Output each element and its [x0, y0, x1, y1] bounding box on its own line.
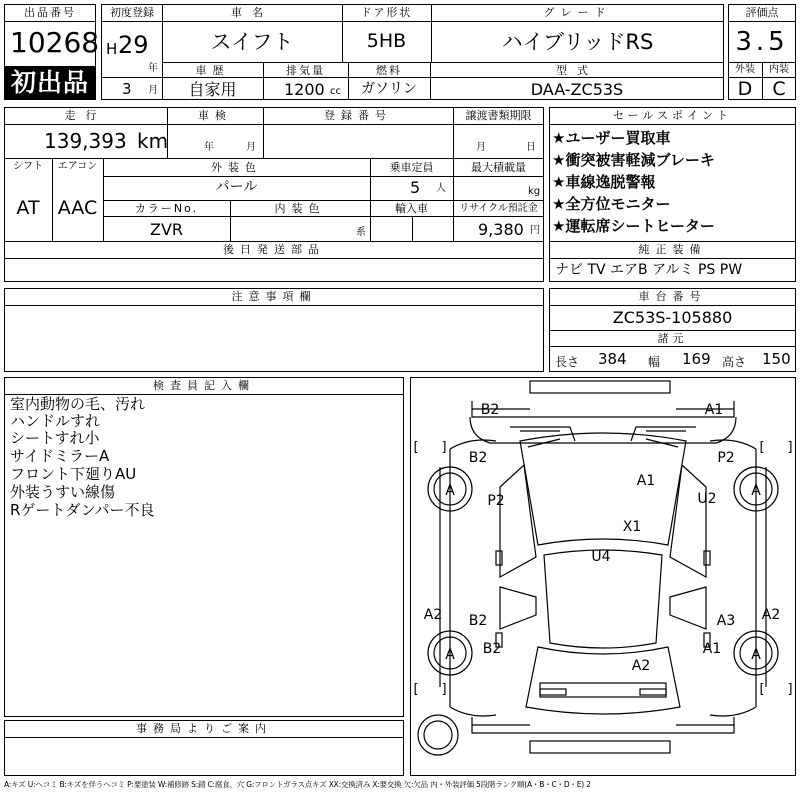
mark-b2-front: B2 — [480, 402, 500, 418]
mark-a2-right: A2 — [761, 607, 781, 623]
mark-p2-fr: P2 — [717, 450, 735, 466]
first-reg-label: 初度登録 — [110, 6, 154, 19]
fuel: ガソリン — [361, 81, 417, 97]
max-load-unit: kg — [528, 186, 541, 197]
mark-a-wheel-fl: A — [445, 483, 455, 499]
recycle: 9,380 — [478, 220, 524, 239]
chassis-label: 車台番号 — [638, 290, 707, 303]
ext-color-label: 外装色 — [211, 161, 262, 174]
mark-a1-front: A1 — [704, 402, 724, 418]
inspector-line-7: Rゲートダンパー不良 — [10, 501, 155, 519]
bracket-7: [ — [759, 682, 765, 697]
score-label: 評価点 — [745, 6, 779, 19]
inspection-label: 車検 — [198, 109, 232, 122]
color-no: ZVR — [149, 220, 184, 239]
legend: A:キズ U:ヘコミ B:キズを伴うヘコミ P:要塗装 W:補修跡 S:錆 C:腐食、穴 G:フロントガラス点キズ XX:交換済み X:要交換 欠:欠品 内・外装評価 5段階ランク順(A・B・C・D・E) 2 — [4, 780, 591, 789]
sales-point-3: ★車線逸脱警報 — [552, 173, 656, 191]
bracket-8: ] — [787, 682, 793, 697]
length-label: 長さ — [555, 355, 580, 369]
car-diagram — [410, 377, 796, 776]
color-no-label: カラーNo. — [134, 202, 199, 215]
inspector-line-2: ハンドルすれ — [10, 412, 101, 430]
bracket-1: [ — [413, 440, 419, 455]
displacement-unit: cc — [330, 86, 341, 97]
sales-point-1: ★ユーザー買取車 — [552, 129, 671, 147]
grade-label: グレード — [543, 6, 612, 19]
mark-a1-rear: A1 — [702, 641, 722, 657]
recycle-label: リサイクル預託金 — [459, 203, 538, 214]
capacity-label: 乗車定員 — [389, 161, 434, 174]
max-load-label: 最大積載量 — [471, 161, 526, 174]
month: 3 — [122, 80, 132, 98]
bracket-5: [ — [413, 682, 419, 697]
mark-a1-hood: A1 — [636, 473, 656, 489]
shift: AT — [16, 197, 40, 219]
transfer-day-unit: 日 — [526, 142, 536, 153]
dims-label: 諸元 — [657, 332, 688, 345]
mark-a3-right: A3 — [716, 613, 736, 629]
mark-p2-left: P2 — [487, 493, 505, 509]
interior-label: 内装 — [769, 64, 789, 75]
width-label: 幅 — [648, 355, 661, 369]
notes-label: 注意事項欄 — [231, 290, 317, 303]
year-unit: 年 — [148, 63, 158, 74]
ext-color: パール — [215, 179, 258, 195]
mark-a-wheel-rl: A — [445, 647, 455, 663]
length: 384 — [598, 350, 627, 368]
chassis-value: ZC53S-105880 — [612, 308, 733, 327]
mileage: 139,393 — [44, 129, 127, 153]
shift-label: シフト — [13, 161, 43, 172]
mark-a2-rear: A2 — [631, 658, 651, 674]
inspector-line-4: サイドミラーA — [10, 447, 110, 465]
transfer-month-unit: 月 — [476, 142, 486, 153]
score: 3.5 — [735, 27, 789, 57]
plate-label: 登録番号 — [324, 109, 392, 122]
era: H — [106, 40, 118, 58]
bracket-2: ] — [441, 440, 447, 455]
bracket-3: [ — [759, 440, 765, 455]
sales-point-4: ★全方位モニター — [552, 195, 671, 213]
model-label: 型式 — [556, 64, 598, 77]
height-label: 高さ — [722, 355, 747, 369]
inspector-line-3: シートすれ小 — [10, 429, 100, 447]
mark-u4-roof: U4 — [591, 549, 611, 565]
mark-u2-right: U2 — [697, 491, 717, 507]
sales-points-label: セールスポイント — [612, 109, 732, 122]
mileage-unit: km — [137, 129, 169, 153]
equipment-label: 純正装備 — [638, 243, 707, 256]
capacity: 5 — [410, 178, 421, 197]
ac: AAC — [57, 197, 98, 219]
exterior: D — [737, 78, 753, 100]
mark-b2-rl-door: B2 — [468, 613, 488, 629]
import-label: 輸入車 — [395, 202, 428, 215]
sales-point-2: ★衝突被害軽減ブレーキ — [552, 151, 715, 169]
int-color-unit: 系 — [356, 227, 366, 238]
transfer-label: 譲渡書類期限 — [465, 109, 532, 122]
mark-x1-roof: X1 — [622, 519, 642, 535]
lot-label: 出品番号 — [24, 6, 76, 19]
equipment-value: ナビ TV エアB アルミ PS PW — [555, 262, 743, 278]
office-label: 事務局よりご案内 — [136, 722, 272, 735]
int-color-label: 内装色 — [274, 202, 326, 215]
mark-a-wheel-fr: A — [751, 483, 761, 499]
height: 150 — [762, 350, 791, 368]
mark-a-wheel-rr: A — [751, 647, 761, 663]
interior: C — [772, 78, 786, 100]
bracket-4: ] — [787, 440, 793, 455]
inspector-line-1: 室内動物の毛、汚れ — [10, 395, 146, 413]
lot-number: 10268 — [10, 26, 100, 59]
exterior-label: 外装 — [735, 64, 755, 75]
mark-a2-left: A2 — [423, 607, 443, 623]
inspection-year-unit: 年 — [204, 142, 214, 153]
recycle-unit: 円 — [530, 225, 540, 236]
mark-b2-fl: B2 — [468, 450, 488, 466]
model: DAA-ZC53S — [530, 80, 624, 99]
mark-b2-rear: B2 — [482, 641, 502, 657]
grade: ハイブリッドRS — [501, 30, 654, 54]
width: 169 — [682, 350, 711, 368]
month-unit: 月 — [148, 85, 158, 96]
car-name: スイフト — [210, 30, 294, 54]
fuel-label: 燃料 — [376, 64, 402, 77]
sales-point-5: ★運転席シートヒーター — [552, 217, 715, 235]
first-time-badge-text: 初出品 — [10, 68, 89, 97]
later-parts-label: 後日発送部品 — [223, 243, 325, 256]
history: 自家用 — [188, 80, 237, 99]
year: 29 — [118, 31, 149, 59]
ac-label: エアコン — [57, 161, 98, 172]
details-box — [4, 107, 544, 242]
car-name-label: 車名 — [231, 6, 273, 19]
door-label: ドア形状 — [360, 6, 413, 19]
displacement: 1200 — [284, 80, 325, 99]
inspector-line-5: フロント下廻りAU — [10, 465, 137, 483]
history-label: 車歴 — [195, 64, 230, 77]
bracket-6: ] — [441, 682, 447, 697]
inspector-line-6: 外装うすい線傷 — [10, 483, 116, 501]
mileage-label: 走行 — [64, 109, 107, 122]
inspection-month-unit: 月 — [246, 142, 256, 153]
displacement-label: 排気量 — [286, 64, 325, 77]
inspector-label: 検査員記入欄 — [153, 379, 255, 392]
capacity-unit: 人 — [436, 183, 446, 194]
door: 5HB — [366, 30, 407, 52]
